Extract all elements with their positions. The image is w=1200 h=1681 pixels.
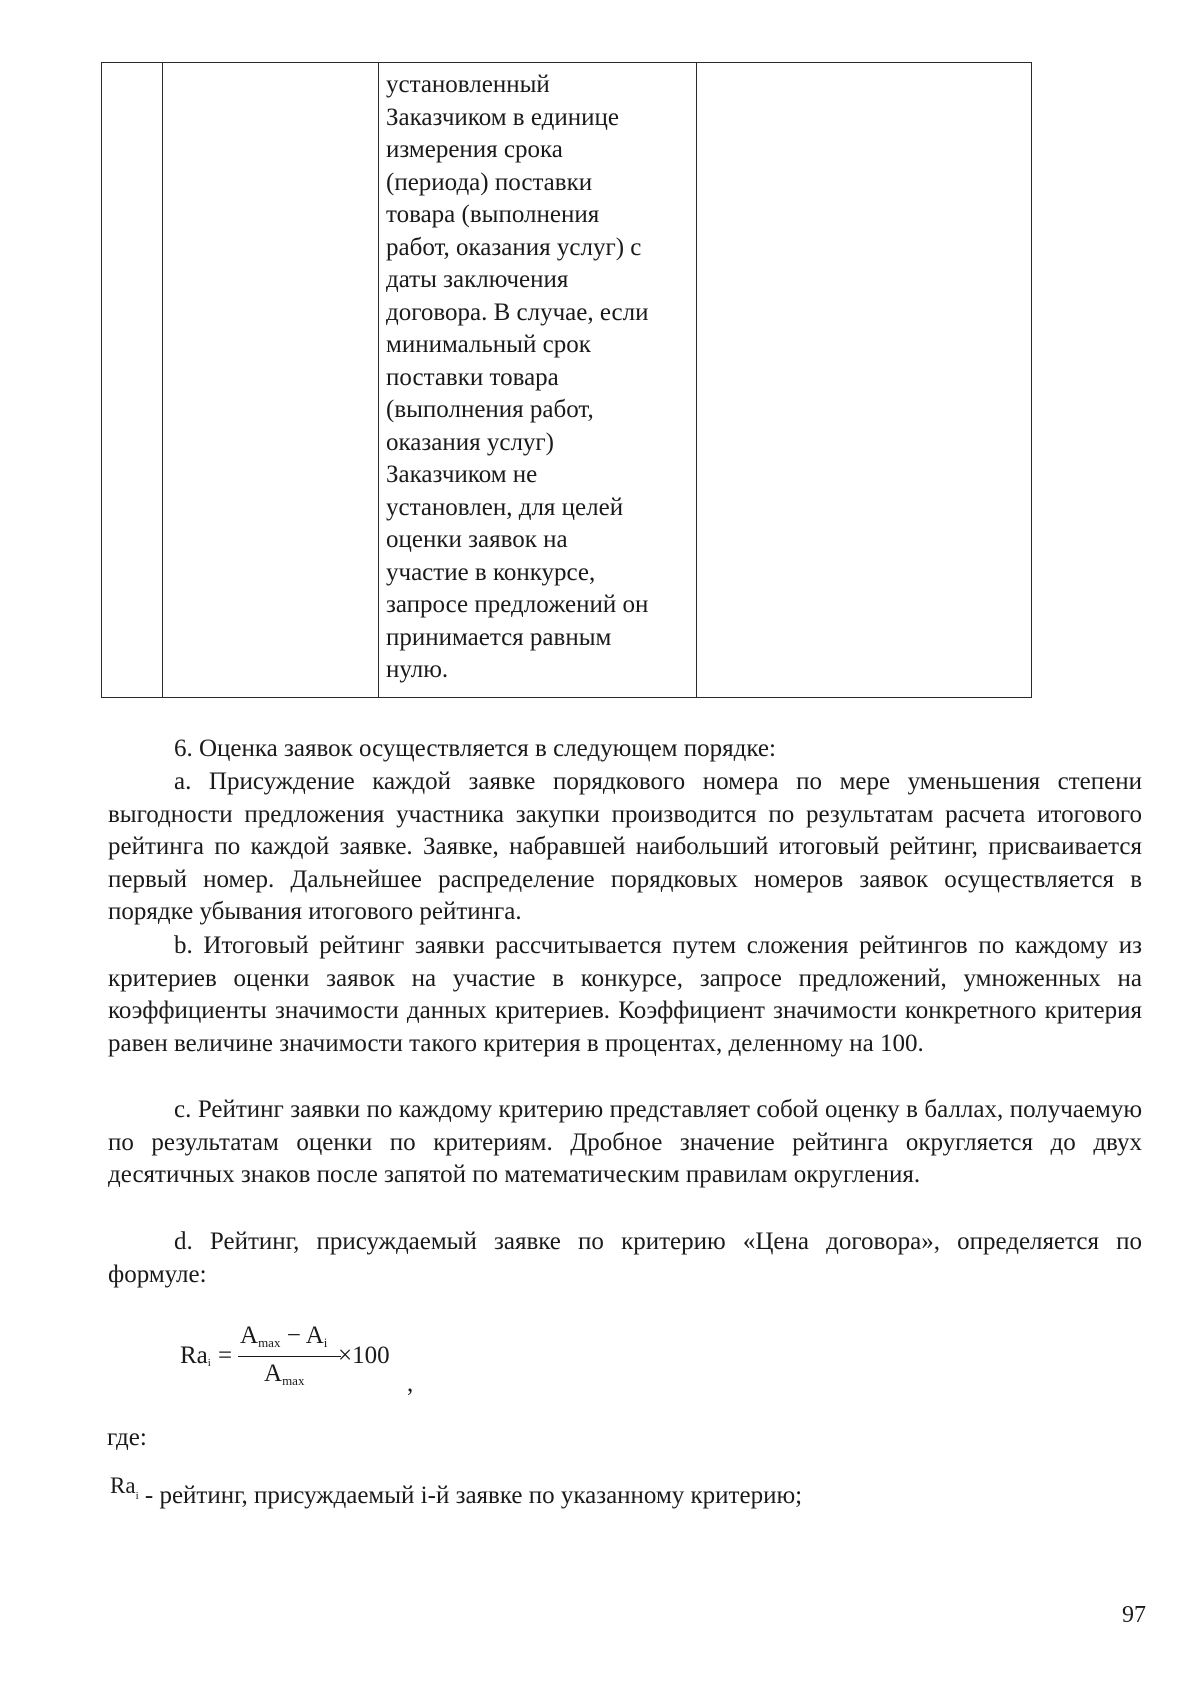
formula-comma: , <box>407 1370 414 1397</box>
table-cell-description <box>379 63 697 698</box>
table-cell-line: товара (выполнения <box>386 201 600 228</box>
criteria-table <box>101 62 1032 698</box>
table-cell-line: даты заключения <box>386 266 569 293</box>
table-cell-line: поставки товара <box>386 363 559 391</box>
table-cell-value <box>697 63 1032 698</box>
section-heading: 6. Оценка заявок осуществляется в следующем порядке: <box>174 735 776 762</box>
table-cell-line: установленный <box>386 71 550 98</box>
definition-line <box>110 1473 803 1512</box>
table-cell-line: договора. В случае, если <box>386 298 649 326</box>
table-row <box>102 63 1032 698</box>
formula-multiplier: ×100 <box>338 1342 390 1369</box>
page-number: 97 <box>1122 1602 1146 1628</box>
table-cell-line: минимальный срок <box>386 331 591 358</box>
table-cell-line: установлен, для целей <box>386 493 624 521</box>
table-cell-line: Заказчиком не <box>386 461 538 488</box>
table-cell-line: (выполнения работ, <box>386 396 594 423</box>
table-cell-line: измерения срока <box>386 136 563 163</box>
table-cell-text <box>386 69 696 687</box>
definition-symbol: $Ra_i$ <box>110 1473 139 1502</box>
table-cell-line: нулю. <box>386 656 449 683</box>
table-cell-line: запросе предложений он <box>386 591 649 618</box>
paragraph-b: b. Итоговый рейтинг заявки рассчитывается путем сложения рейтингов по каждому из критериев оценки заявок на участие в конкурсе, запросе предложений, умноженных на коэффициенты значимости данных критериев. Коэффициент значимости конкретного критерия равен величине значимости такого критерия в процентах, деленному на 100. <box>108 932 1142 1057</box>
paragraph-d: d. Рейтинг, присуждаемый заявке по критерию «Цена договора», определяется по формуле: <box>108 1228 1142 1288</box>
definition-text: - рейтинг, присуждаемый i-й заявке по указанному критерию; <box>138 1482 803 1509</box>
paragraph-c: c. Рейтинг заявки по каждому критерию представляет собой оценку в баллах, получаемую по результатам оценки по критериям. Дробное значение рейтинга округляется до двух десятичных знаков после запятой по математическим правилам округления. <box>108 1096 1142 1188</box>
table-cell-line: участие в конкурсе, <box>386 558 596 586</box>
table-cell-line: работ, оказания услуг) с <box>386 233 642 261</box>
table-cell-line: принимается равным <box>386 623 612 651</box>
paragraph-a: a. Присуждение каждой заявке порядкового номера по мере уменьшения степени выгодности предложения участника закупки производится по результатам расчета итогового рейтинга по каждой заявке. Заявке, набравшей наибольший итоговый рейтинг, присваивается первый номер. Дальнейшее распределение порядковых номеров заявок осуществляется в порядке убывания итогового рейтинга. <box>108 768 1142 925</box>
formula-lhs: $Ra_i$ <box>180 1342 211 1369</box>
table-cell-line: оказания услуг) <box>386 428 554 456</box>
fraction-bar <box>238 1356 341 1357</box>
where-label: где: <box>107 1424 147 1451</box>
table-cell-criterion <box>163 63 379 698</box>
table-cell-line: Заказчиком в единице <box>386 103 619 131</box>
table-cell-number <box>102 63 163 698</box>
formula-numerator: $A_{max} - A_i$ <box>240 1322 328 1350</box>
table-cell-line: оценки заявок на <box>386 526 568 553</box>
formula-denominator: $A_{max}$ <box>264 1360 305 1388</box>
price-rating-formula <box>180 1322 440 1397</box>
table-cell-line: (периода) поставки <box>386 168 593 196</box>
formula-equals: = <box>218 1342 233 1369</box>
